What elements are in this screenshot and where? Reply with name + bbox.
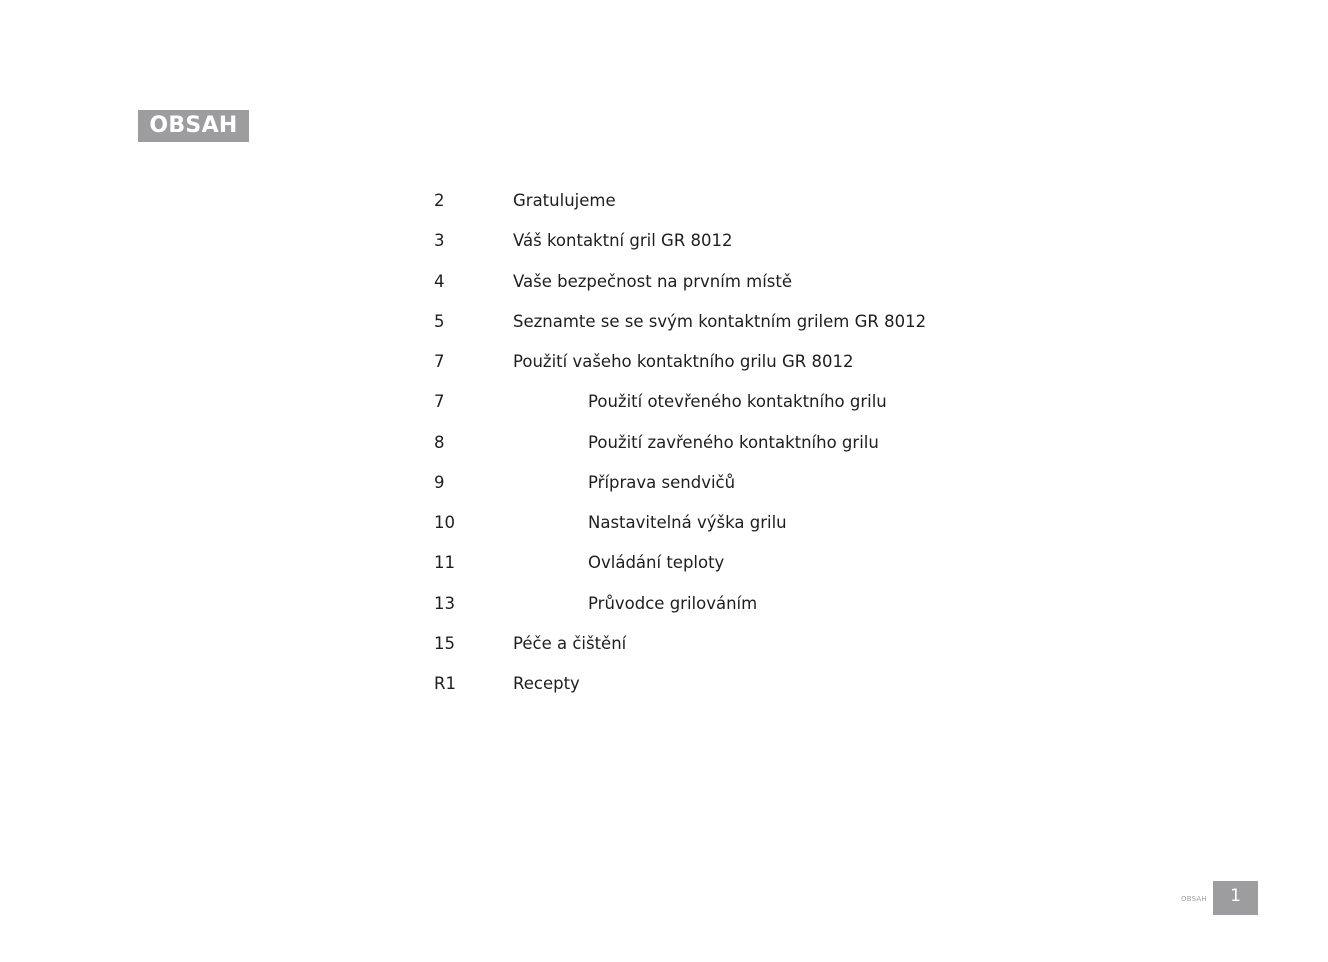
footer-section-label: OBSAH	[1181, 895, 1207, 903]
toc-page-number: 9	[434, 472, 445, 492]
toc-title: Recepty	[513, 674, 580, 693]
toc-title: Použití vašeho kontaktního grilu GR 8012	[513, 352, 854, 371]
toc-page-number: 15	[434, 633, 455, 653]
toc-title: Průvodce grilováním	[588, 593, 758, 613]
toc-title: Seznamte se se svým kontaktním grilem GR 8012	[513, 311, 927, 331]
toc-title: Ovládání teploty	[588, 553, 725, 573]
toc-page-number: 13	[434, 593, 455, 613]
toc-page-number: 7	[434, 352, 445, 371]
toc-title: Váš kontaktní gril GR 8012	[513, 231, 733, 251]
toc-title: Gratulujeme	[513, 191, 616, 210]
toc-title: Příprava sendvičů	[588, 472, 736, 492]
toc-title: Vaše bezpečnost na prvním místě	[513, 271, 793, 291]
toc-page-number: 2	[434, 191, 445, 210]
page-title: OBSAH	[138, 110, 249, 142]
toc-title: Péče a čištění	[513, 633, 627, 653]
toc-page-number: 11	[434, 553, 455, 573]
toc-page-number: 8	[434, 432, 445, 452]
toc-page-number: R1	[434, 674, 456, 693]
toc-title: Použití zavřeného kontaktního grilu	[588, 432, 879, 452]
toc-page-number: 3	[434, 231, 445, 251]
toc-title: Použití otevřeného kontaktního grilu	[588, 392, 887, 412]
toc-page-number: 7	[434, 392, 445, 412]
page-number: 1	[1213, 881, 1258, 915]
toc-page-number: 4	[434, 271, 445, 291]
toc-page-number: 10	[434, 513, 455, 532]
toc-title: Nastavitelná výška grilu	[588, 513, 787, 532]
toc-page-number: 5	[434, 311, 445, 331]
